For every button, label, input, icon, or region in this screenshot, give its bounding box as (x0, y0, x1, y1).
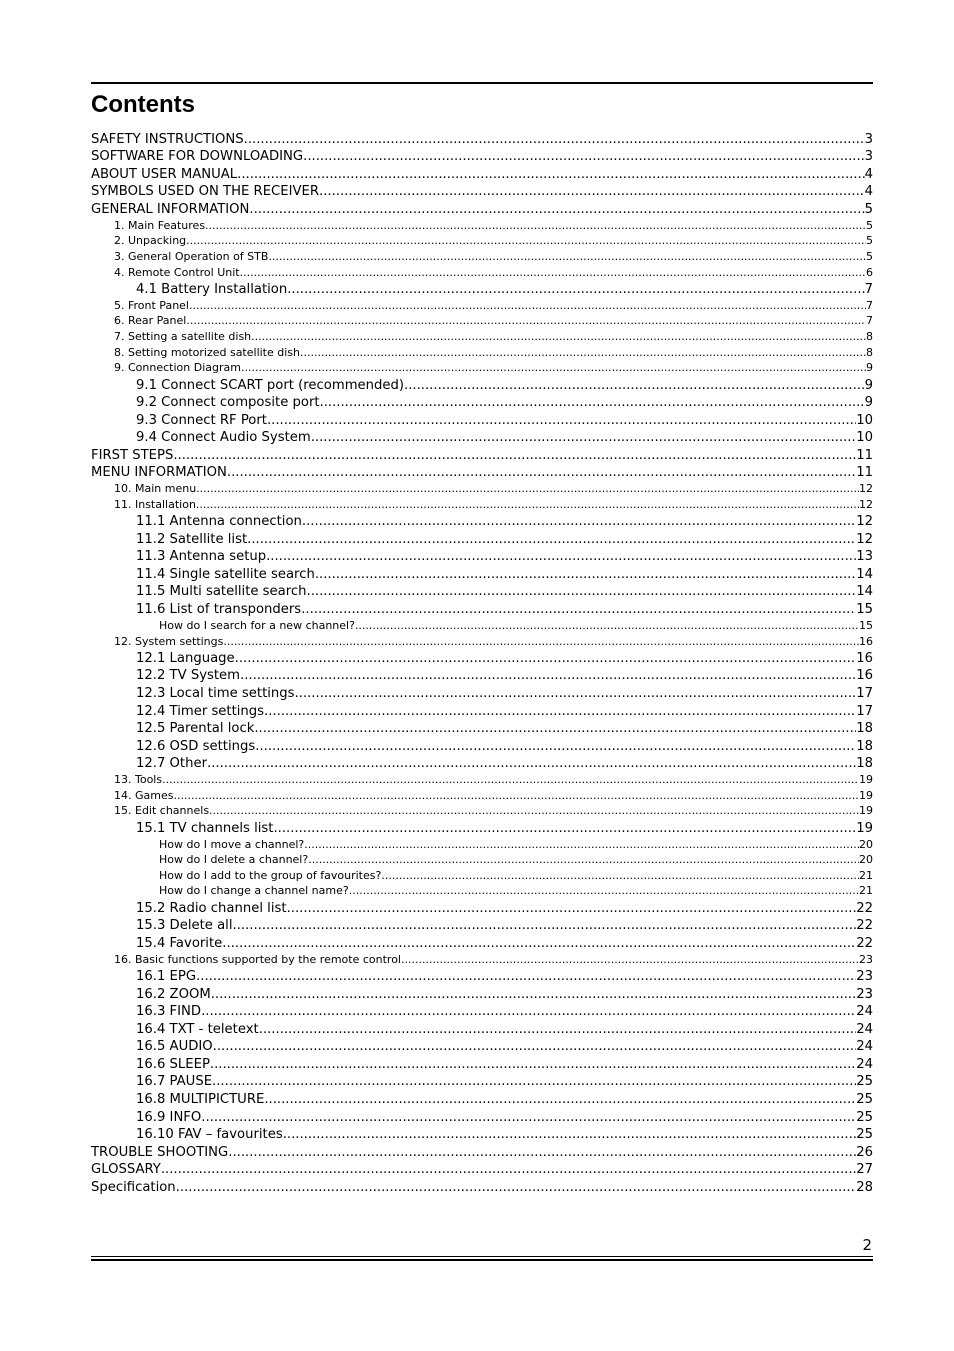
toc-entry-label: 16.5 AUDIO (136, 1039, 213, 1054)
toc-entry-label: 14. Games (114, 789, 174, 802)
toc-entry[interactable] (136, 986, 873, 1003)
toc-entry-label: 8. Setting motorized satellite dish (114, 346, 301, 359)
toc-entry-page: 7 (864, 282, 873, 297)
toc-dot-leader (186, 233, 866, 248)
toc-entry-label: 10. Main menu (114, 482, 197, 495)
toc-entry-label: 9.4 Connect Audio System (136, 430, 311, 445)
toc-dot-leader (300, 345, 866, 360)
toc-dot-leader (303, 148, 864, 165)
toc-entry-page: 16 (856, 668, 873, 683)
toc-entry-page: 28 (856, 1180, 873, 1195)
toc-entry-label: 12. System settings (114, 635, 224, 648)
page-number: 2 (862, 1236, 872, 1254)
toc-dot-leader (201, 1109, 856, 1126)
toc-entry-page: 18 (856, 756, 873, 771)
toc-entry-label: 16.4 TXT - teletext (136, 1022, 259, 1037)
toc-entry-page: 23 (856, 987, 873, 1002)
toc-entry[interactable] (136, 667, 873, 684)
toc-entry-page: 11 (856, 465, 873, 480)
toc-entry-label: 15.4 Favorite (136, 936, 223, 951)
toc-entry[interactable] (136, 1073, 873, 1090)
toc-entry-label: 4. Remote Control Unit (114, 266, 240, 279)
toc-entry-label: MENU INFORMATION (91, 465, 227, 480)
toc-entry-label: 15.3 Delete all (136, 918, 233, 933)
toc-entry-label: 11. Installation (114, 498, 196, 511)
toc-entry[interactable] (91, 201, 873, 218)
toc-entry-page: 5 (866, 219, 873, 232)
toc-entry-page: 15 (856, 602, 873, 617)
toc-dot-leader (223, 634, 859, 649)
toc-entry-label: 16.7 PAUSE (136, 1074, 213, 1089)
toc-dot-leader (240, 667, 856, 684)
toc-entry[interactable] (136, 820, 873, 837)
toc-entry[interactable] (136, 1091, 873, 1108)
toc-entry-page: 24 (856, 1039, 873, 1054)
toc-dot-leader (228, 1144, 856, 1161)
toc-dot-leader (196, 497, 859, 512)
toc-entry-page: 8 (866, 346, 873, 359)
toc-dot-leader (255, 738, 856, 755)
toc-entry[interactable] (91, 183, 873, 200)
toc-entry[interactable] (114, 298, 873, 313)
toc-entry[interactable] (136, 703, 873, 720)
toc-entry[interactable] (136, 394, 873, 411)
toc-entry[interactable] (136, 601, 873, 618)
toc-entry-page: 17 (856, 686, 873, 701)
toc-dot-leader (227, 464, 856, 481)
toc-entry[interactable] (114, 345, 873, 360)
toc-dot-leader (173, 788, 859, 803)
toc-entry-page: 16 (856, 651, 873, 666)
toc-dot-leader (311, 429, 856, 446)
toc-entry-label: 4.1 Battery Installation (136, 282, 288, 297)
toc-entry-page: 12 (856, 514, 873, 529)
toc-entry-page: 22 (856, 901, 873, 916)
toc-entry-page: 23 (856, 969, 873, 984)
toc-dot-leader (235, 650, 857, 667)
top-rule (91, 82, 873, 84)
toc-entry-page: 8 (866, 330, 873, 343)
toc-dot-leader (189, 298, 866, 313)
toc-dot-leader (264, 703, 856, 720)
toc-dot-leader (254, 720, 856, 737)
toc-entry[interactable] (136, 1021, 873, 1038)
toc-dot-leader (209, 803, 859, 818)
toc-entry-page: 18 (856, 721, 873, 736)
toc-dot-leader (302, 513, 856, 530)
toc-entry[interactable] (114, 481, 873, 496)
toc-entry-label: 16.2 ZOOM (136, 987, 211, 1002)
toc-entry-label: 12.1 Language (136, 651, 235, 666)
toc-dot-leader (240, 265, 866, 280)
toc-dot-leader (205, 218, 866, 233)
toc-entry-page: 21 (859, 884, 873, 897)
toc-dot-leader (404, 377, 865, 394)
toc-entry-page: 25 (856, 1127, 873, 1142)
toc-entry-page: 4 (864, 184, 873, 199)
toc-entry[interactable] (136, 1038, 873, 1055)
toc-entry[interactable] (159, 883, 873, 898)
toc-entry-label: ABOUT USER MANUAL (91, 167, 238, 182)
toc-dot-leader (186, 313, 866, 328)
toc-entry-label: Specification (91, 1180, 176, 1195)
bottom-rule (91, 1256, 873, 1257)
toc-dot-leader (355, 618, 859, 633)
toc-dot-leader (176, 1179, 857, 1196)
toc-entry[interactable] (114, 233, 873, 248)
toc-entry-page: 26 (856, 1145, 873, 1160)
toc-dot-leader (249, 201, 864, 218)
toc-entry-page: 11 (856, 448, 873, 463)
toc-dot-leader (210, 1056, 856, 1073)
toc-entry-label: How do I move a channel? (159, 838, 305, 851)
toc-entry-page: 7 (866, 314, 873, 327)
toc-entry-label: 12.5 Parental lock (136, 721, 255, 736)
toc-entry-label: 15.1 TV channels list (136, 821, 274, 836)
toc-entry-page: 9 (866, 361, 873, 374)
toc-dot-leader (283, 1126, 857, 1143)
toc-entry-page: 12 (856, 532, 873, 547)
toc-entry-label: 9.3 Connect RF Port (136, 413, 267, 428)
toc-dot-leader (349, 883, 859, 898)
toc-entry-label: How do I change a channel name? (159, 884, 349, 897)
toc-dot-leader (267, 412, 856, 429)
toc-entry-page: 22 (856, 918, 873, 933)
toc-entry-page: 25 (856, 1110, 873, 1125)
toc-dot-leader (196, 481, 859, 496)
toc-entry[interactable] (159, 837, 873, 852)
toc-entry-label: 2. Unpacking (114, 234, 187, 247)
toc-entry[interactable] (136, 1003, 873, 1020)
toc-dot-leader (196, 968, 856, 985)
toc-entry-page: 9 (864, 395, 873, 410)
toc-dot-leader (162, 772, 859, 787)
toc-entry-label: 3. General Operation of STB (114, 250, 269, 263)
toc-entry-page: 19 (856, 821, 873, 836)
toc-dot-leader (212, 1073, 856, 1090)
toc-entry[interactable] (136, 583, 873, 600)
toc-entry[interactable] (114, 497, 873, 512)
toc-entry-label: 13. Tools (114, 773, 163, 786)
toc-dot-leader (161, 1161, 856, 1178)
toc-entry-label: 11.1 Antenna connection (136, 514, 302, 529)
toc-entry-label: 15.2 Radio channel list (136, 901, 287, 916)
toc-entry-page: 10 (856, 430, 873, 445)
toc-entry[interactable] (114, 634, 873, 649)
toc-dot-leader (213, 1038, 857, 1055)
toc-entry-page: 3 (864, 149, 873, 164)
toc-entry[interactable] (91, 1161, 873, 1178)
toc-entry-label: 11.3 Antenna setup (136, 549, 267, 564)
toc-dot-leader (304, 837, 859, 852)
toc-dot-leader (237, 166, 864, 183)
toc-entry[interactable] (91, 166, 873, 183)
toc-entry-page: 25 (856, 1092, 873, 1107)
toc-entry-page: 21 (859, 869, 873, 882)
toc-entry[interactable] (136, 548, 873, 565)
toc-entry[interactable] (114, 952, 873, 967)
toc-entry-page: 20 (859, 853, 873, 866)
toc-entry[interactable] (136, 377, 873, 394)
toc-dot-leader (241, 360, 866, 375)
toc-entry[interactable] (136, 900, 873, 917)
toc-dot-leader (201, 1003, 856, 1020)
toc-entry-page: 19 (859, 773, 873, 786)
toc-entry[interactable] (114, 218, 873, 233)
toc-entry[interactable] (114, 265, 873, 280)
toc-dot-leader (319, 183, 865, 200)
toc-entry-page: 12 (859, 498, 873, 511)
toc-entry[interactable] (114, 788, 873, 803)
toc-entry-page: 19 (859, 789, 873, 802)
toc-entry-label: 12.6 OSD settings (136, 739, 256, 754)
toc-entry-page: 14 (856, 567, 873, 582)
toc-entry-label: 9.1 Connect SCART port (recommended) (136, 378, 405, 393)
toc-entry-label: How do I delete a channel? (159, 853, 309, 866)
toc-entry-label: 12.4 Timer settings (136, 704, 265, 719)
toc-entry-label: 9. Connection Diagram (114, 361, 241, 374)
toc-entry-label: SAFETY INSTRUCTIONS (91, 132, 244, 147)
toc-entry[interactable] (159, 618, 873, 633)
toc-entry-page: 5 (866, 234, 873, 247)
toc-dot-leader (211, 986, 856, 1003)
toc-entry[interactable] (136, 513, 873, 530)
toc-entry[interactable] (91, 1179, 873, 1196)
toc-entry-page: 12 (859, 482, 873, 495)
toc-entry-page: 24 (856, 1022, 873, 1037)
toc-entry-label: 16. Basic functions supported by the remote control (114, 953, 401, 966)
toc-entry-label: SYMBOLS USED ON THE RECEIVER (91, 184, 319, 199)
toc-entry-label: 6. Rear Panel (114, 314, 187, 327)
toc-entry[interactable] (136, 685, 873, 702)
toc-entry[interactable] (136, 650, 873, 667)
toc-entry[interactable] (136, 412, 873, 429)
toc-dot-leader (268, 249, 866, 264)
toc-entry[interactable] (136, 281, 873, 298)
toc-entry-page: 27 (856, 1162, 873, 1177)
toc-entry[interactable] (136, 566, 873, 583)
toc-entry[interactable] (159, 868, 873, 883)
toc-dot-leader (295, 685, 857, 702)
toc-entry[interactable] (91, 131, 873, 148)
bottom-rule-thick (91, 1259, 873, 1261)
toc-entry[interactable] (136, 968, 873, 985)
toc-entry-page: 16 (859, 635, 873, 648)
toc-dot-leader (320, 394, 865, 411)
toc-entry-label: GENERAL INFORMATION (91, 202, 250, 217)
toc-dot-leader (273, 820, 856, 837)
toc-entry-label: SOFTWARE FOR DOWNLOADING (91, 149, 304, 164)
toc-entry-page: 5 (866, 250, 873, 263)
toc-entry[interactable] (114, 249, 873, 264)
toc-entry[interactable] (91, 447, 873, 464)
toc-entry-label: GLOSSARY (91, 1162, 161, 1177)
toc-entry-label: How do I search for a new channel? (159, 619, 355, 632)
toc-entry-page: 6 (866, 266, 873, 279)
toc-entry-label: 16.3 FIND (136, 1004, 202, 1019)
toc-entry-label: FIRST STEPS (91, 448, 174, 463)
toc-entry[interactable] (91, 148, 873, 165)
toc-entry-label: 11.5 Multi satellite search (136, 584, 307, 599)
toc-entry-label: 7. Setting a satellite dish (114, 330, 252, 343)
toc-dot-leader (287, 900, 857, 917)
toc-entry[interactable] (136, 1126, 873, 1143)
toc-dot-leader (381, 868, 859, 883)
toc-entry[interactable] (136, 738, 873, 755)
toc-entry-label: 12.2 TV System (136, 668, 240, 683)
toc-entry-page: 20 (859, 838, 873, 851)
toc-entry[interactable] (136, 720, 873, 737)
toc-entry-label: 12.3 Local time settings (136, 686, 295, 701)
toc-dot-leader (259, 1021, 857, 1038)
toc-entry[interactable] (136, 935, 873, 952)
toc-entry-label: 1. Main Features (114, 219, 206, 232)
toc-entry-page: 15 (859, 619, 873, 632)
toc-entry-label: 11.2 Satellite list (136, 532, 248, 547)
toc-entry-label: 11.4 Single satellite search (136, 567, 315, 582)
toc-dot-leader (315, 566, 856, 583)
toc-dot-leader (308, 852, 859, 867)
page-title: Contents (91, 91, 195, 118)
toc-dot-leader (401, 952, 859, 967)
toc-entry-page: 19 (859, 804, 873, 817)
toc-entry-page: 9 (864, 378, 873, 393)
toc-entry[interactable] (136, 1109, 873, 1126)
toc-entry-page: 7 (866, 299, 873, 312)
toc-dot-leader (307, 583, 857, 600)
toc-entry-page: 18 (856, 739, 873, 754)
toc-entry[interactable] (114, 360, 873, 375)
toc-dot-leader (287, 281, 864, 298)
toc-dot-leader (244, 131, 865, 148)
toc-dot-leader (173, 447, 856, 464)
toc-entry[interactable] (114, 772, 873, 787)
toc-entry[interactable] (136, 429, 873, 446)
toc-entry[interactable] (114, 313, 873, 328)
toc-entry-page: 23 (859, 953, 873, 966)
toc-entry-page: 3 (864, 132, 873, 147)
toc-entry-label: 16.1 EPG (136, 969, 197, 984)
toc-entry-page: 22 (856, 936, 873, 951)
toc-entry-page: 5 (864, 202, 873, 217)
toc-entry-page: 25 (856, 1074, 873, 1089)
toc-entry-page: 14 (856, 584, 873, 599)
toc-dot-leader (301, 601, 856, 618)
toc-entry[interactable] (114, 803, 873, 818)
toc-dot-leader (251, 329, 866, 344)
toc-entry-page: 13 (856, 549, 873, 564)
toc-entry-page: 10 (856, 413, 873, 428)
toc-entry-label: 11.6 List of transponders (136, 602, 302, 617)
toc-dot-leader (207, 755, 856, 772)
toc-entry-label: How do I add to the group of favourites? (159, 869, 382, 882)
toc-entry-label: 16.10 FAV – favourites (136, 1127, 283, 1142)
toc-entry[interactable] (136, 531, 873, 548)
toc-entry-page: 24 (856, 1057, 873, 1072)
toc-entry-label: 12.7 Other (136, 756, 207, 771)
toc-entry-label: 16.8 MULTIPICTURE (136, 1092, 265, 1107)
toc-dot-leader (233, 917, 857, 934)
toc-entry[interactable] (136, 755, 873, 772)
toc-entry-label: 15. Edit channels (114, 804, 210, 817)
toc-dot-leader (264, 1091, 856, 1108)
toc-entry-label: TROUBLE SHOOTING (91, 1145, 229, 1160)
toc-entry[interactable] (136, 917, 873, 934)
toc-entry-page: 24 (856, 1004, 873, 1019)
toc-entry-page: 4 (864, 167, 873, 182)
toc-entry-label: 5. Front Panel (114, 299, 189, 312)
toc-entry[interactable] (159, 852, 873, 867)
toc-dot-leader (247, 531, 856, 548)
toc-entry-page: 17 (856, 704, 873, 719)
toc-entry[interactable] (114, 329, 873, 344)
toc-entry[interactable] (91, 1144, 873, 1161)
toc-entry-label: 16.9 INFO (136, 1110, 202, 1125)
toc-dot-leader (266, 548, 856, 565)
toc-entry-label: 9.2 Connect composite port (136, 395, 320, 410)
toc-entry[interactable] (136, 1056, 873, 1073)
toc-dot-leader (222, 935, 856, 952)
toc-entry-label: 16.6 SLEEP (136, 1057, 210, 1072)
toc-entry[interactable] (91, 464, 873, 481)
